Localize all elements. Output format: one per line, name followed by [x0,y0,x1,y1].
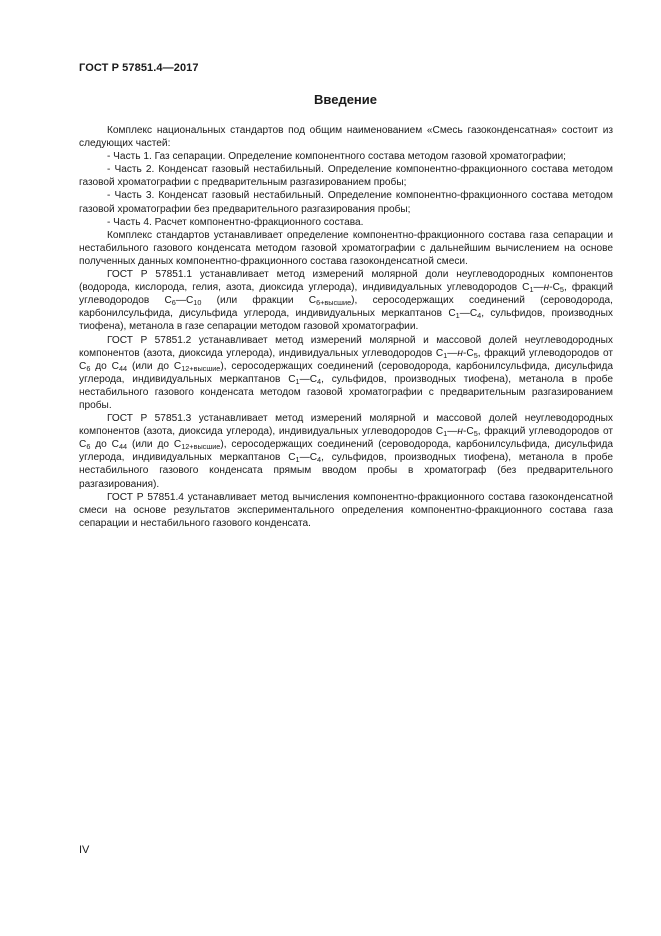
section-title: Введение [314,92,377,107]
body-text [79,124,613,530]
complex-paragraph: Комплекс стандартов устанавливает определение компонентно-фракционного состава газа сепарации и нестабильного газового конденсата методом газовой хроматографии с дальнейшим вычислением на основе полученных данных компонентно-фракционного состава газоконденсатной смеси. [79,229,613,267]
gost-1-paragraph: ГОСТ Р 57851.1 устанавливает метод измерений молярной доли неуглеводородных компонентов (водорода, кислорода, гелия, азота, диоксида углерода), индивидуальных углеводородов $C_1—н-C_5$, фракций углеводородов $C_6—C_{10}$ (или фракции $C_{6+высшие}$), серосодержащих соединений (сероводорода, карбонилсульфида, дисульфида углерода, индивидуальных меркаптанов $C_1—C_4$, сульфидов, производных тиофена), метанола в газе сепарации методом газовой хроматографии. [79,269,613,333]
part-item-1: - Часть 1. Газ сепарации. Определение компонентного состава методом газовой хроматографии; [107,151,566,163]
intro-paragraph: Комплекс национальных стандартов под общим наименованием «Смесь газоконденсатная» состоит из следующих частей: [79,125,613,150]
document-code: ГОСТ Р 57851.4—2017 [79,62,199,74]
part-item-4: - Часть 4. Расчет компонентно-фракционного состава. [107,216,364,228]
part-item-2: - Часть 2. Конденсат газовый нестабильный. Определение компонентно-фракционного состава методом газовой хроматографии с предварительным разгазированием пробы; [79,164,613,189]
part-item-3: - Часть 3. Конденсат газовый нестабильный. Определение компонентно-фракционного состава методом газовой хроматографии без предварительного разгазирования пробы; [79,190,613,215]
page-number: IV [79,844,90,856]
gost-3-paragraph: ГОСТ Р 57851.3 устанавливает метод измерений молярной и массовой долей неуглеводородных компонентов (азота, диоксида углерода), индивидуальных углеводородов $C_1—н-C_5$, фракций углеводородов от $C_6$ до $C_{44}$ (или до $C_{12+высшие}$), серосодержащих соединений (сероводорода, карбонилсульфида, дисульфида углерода, индивидуальных меркаптанов $C_1—C_4$, сульфидов, производных тиофена), метанола в пробе нестабильного газового конденсата прямым вводом пробы в хроматограф (без предварительного разгазирования). [79,413,613,490]
gost-4-paragraph: ГОСТ Р 57851.4 устанавливает метод вычисления компонентно-фракционного состава газоконденсатной смеси на основе результатов экспериментального определения компонентно-фракционного состава газа сепарации и нестабильного газового конденсата. [79,491,613,529]
gost-2-paragraph: ГОСТ Р 57851.2 устанавливает метод измерений молярной и массовой долей неуглеводородных компонентов (азота, диоксида углерода), индивидуальных углеводородов $C_1—н-C_5$, фракций углеводородов от $C_6$ до $C_{44}$ (или до $C_{12+высшие}$), серосодержащих соединений (сероводорода, карбонилсульфида, дисульфида углерода, индивидуальных меркаптанов $C_1—C_4$, сульфидов, производных тиофена), метанола в пробе нестабильного газового конденсата методом газовой хроматографии с предварительным разгазированием пробы. [79,334,613,411]
